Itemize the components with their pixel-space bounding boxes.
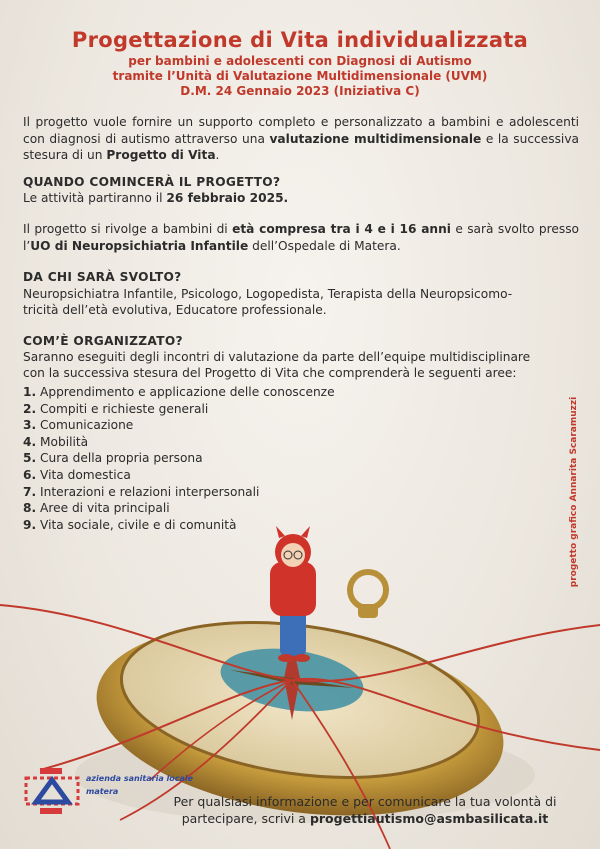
how-heading: COM’È ORGANIZZATO?: [23, 334, 183, 348]
who-line-2: tricità dell’età evolutiva, Educatore professionale.: [23, 303, 327, 317]
who-heading: DA CHI SARÀ SVOLTO?: [23, 270, 182, 284]
footer-line-1: Per qualsiasi informazione e per comunicare la tua volontà di: [173, 794, 557, 809]
target-text-3: dell’Ospedale di Matera.: [248, 238, 401, 253]
list-item: 1. Apprendimento e applicazione delle conoscenze: [23, 385, 335, 399]
list-item: 5. Cura della propria persona: [23, 451, 203, 466]
intro-text-2: e la successiva stesura di un: [23, 131, 580, 162]
footer-line-2: partecipare, scrivi a progettiautismo@asmbasilicata.it: [181, 811, 549, 826]
areas-list: [23, 384, 335, 533]
list-item: 7. Interazioni e relazioni interpersonali: [23, 484, 260, 499]
intro-text-1: Il progetto vuole fornire un supporto completo e personalizzato a bambini e adolescenti con diagnosi di autismo attraverso una: [23, 115, 579, 146]
target-paragraph: [23, 221, 579, 254]
logo-line-2: matera: [86, 787, 119, 796]
graphic-credit: progetto grafico Annarita Scaramuzzi: [569, 396, 579, 588]
contact-email-link[interactable]: progettiautismo@asmbasilicata.it: [309, 811, 549, 826]
compass-ring-icon: [350, 572, 386, 608]
target-text-1: Il progetto si rivolge a bambini di: [23, 222, 233, 236]
when-text: [23, 190, 579, 207]
intro-bold-1: valutazione multidimensionale: [269, 131, 482, 146]
intro-text-3: .: [215, 148, 220, 162]
target-text-2: e sarà svolto presso l’: [23, 222, 579, 253]
how-line-1: Saranno eseguiti degli incontri di valutazione da parte dell’equipe multidisciplinare: [23, 350, 531, 364]
list-item: 3. Comunicazione: [23, 418, 134, 433]
list-item: 2. Compiti e richieste generali: [23, 401, 209, 416]
target-bold-age: età compresa tra i 4 e i 16 anni: [232, 222, 451, 236]
contact-footer: [150, 793, 580, 827]
list-item: 9. Vita sociale, civile e di comunità: [23, 517, 237, 532]
start-date: 26 febbraio 2025.: [166, 191, 289, 205]
who-line-1: Neuropsichiatra Infantile, Psicologo, Logopedista, Terapista della Neuropsicomo-: [23, 287, 513, 301]
logo-line-1: azienda sanitaria locale: [86, 774, 194, 783]
list-item: 8. Aree di vita principali: [23, 501, 170, 516]
intro-paragraph: [23, 114, 579, 164]
subtitle-line-1: per bambini e adolescenti con Diagnosi di Autismo: [128, 54, 472, 68]
list-item: 6. Vita domestica: [23, 467, 131, 482]
intro-bold-2: Progetto di Vita: [106, 148, 216, 162]
target-bold-unit: UO di Neuropsichiatria Infantile: [30, 238, 249, 253]
page-title: Progettazione di Vita individualizzata: [71, 28, 529, 52]
when-text-part: Le attività partiranno il: [23, 191, 167, 205]
subtitle-decree: D.M. 24 Gennaio 2023 (Iniziativa C): [180, 84, 420, 98]
when-heading: QUANDO COMINCERÀ IL PROGETTO?: [23, 175, 281, 189]
asl-matera-logo: [22, 766, 82, 818]
list-item: 4. Mobilità: [23, 434, 89, 449]
subtitle-line-2: tramite l’Unità di Valutazione Multidimensionale (UVM): [112, 69, 488, 83]
how-line-2: con la successiva stesura del Progetto di Vita che comprenderà le seguenti aree:: [23, 366, 517, 380]
